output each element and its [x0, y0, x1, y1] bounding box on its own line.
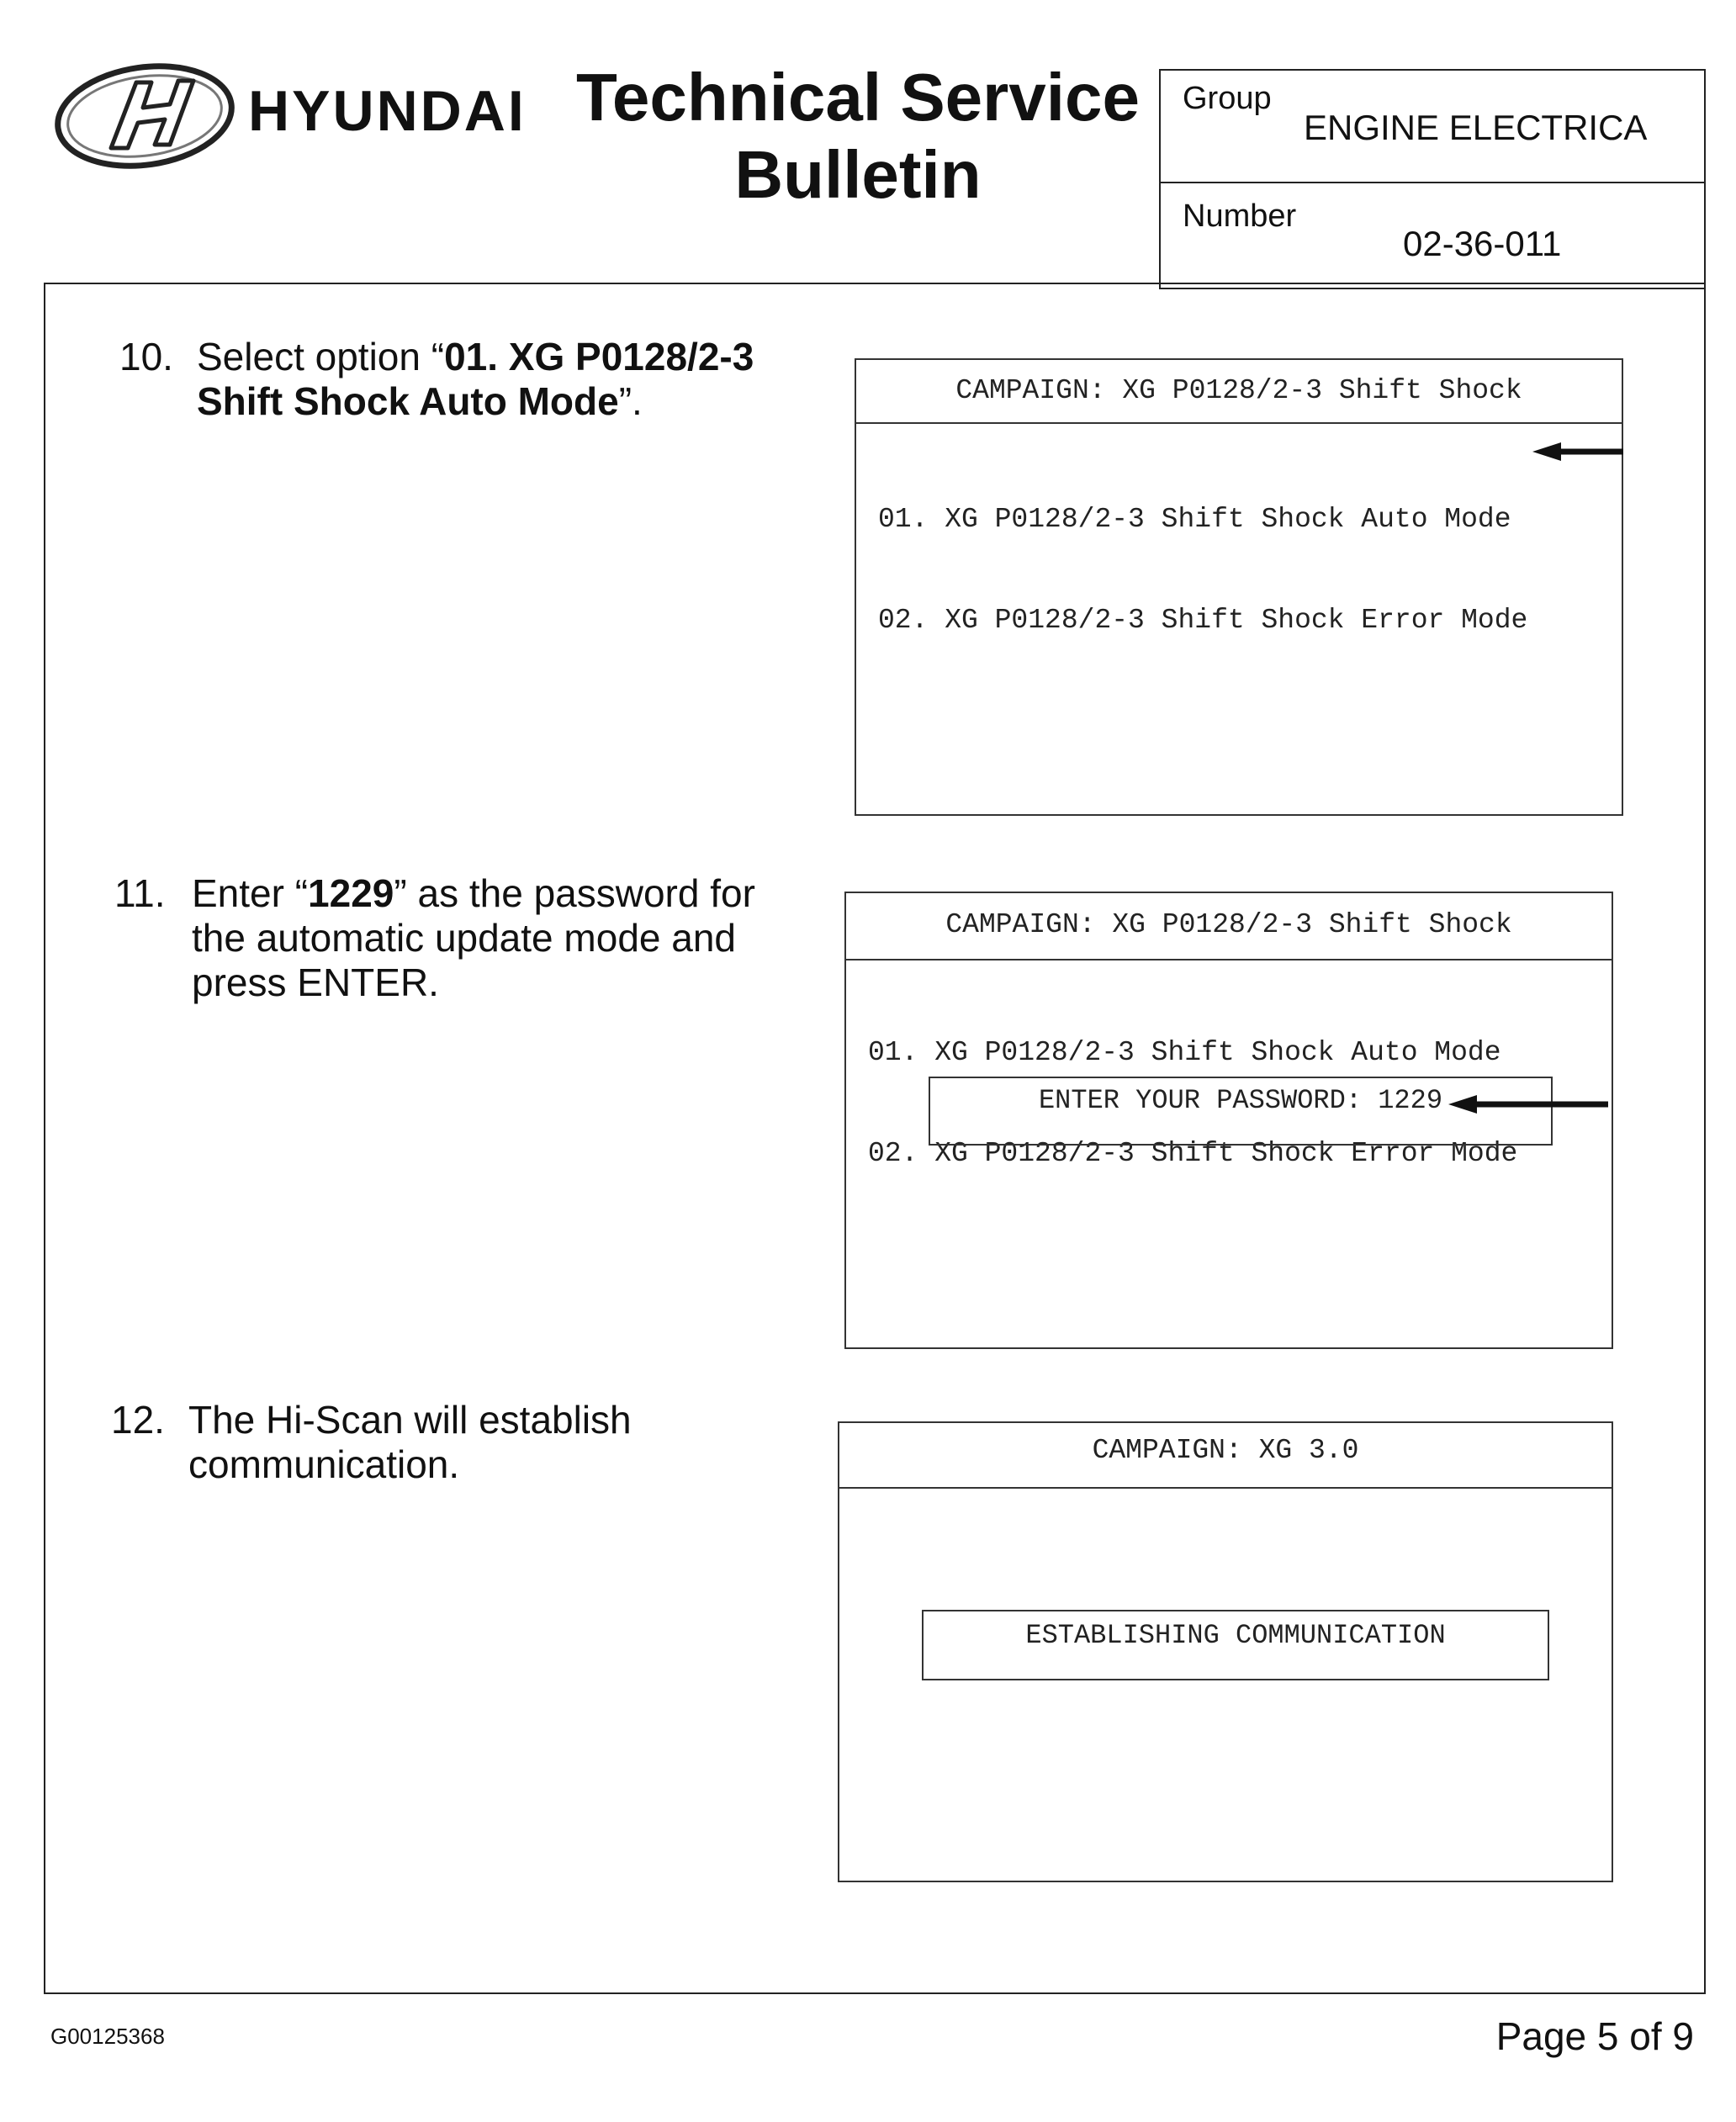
status-popup: ESTABLISHING COMMUNICATION [922, 1610, 1549, 1680]
arrow-left-icon [1448, 1092, 1610, 1117]
brand-wordmark: HYUNDAI [248, 79, 527, 143]
step-text [192, 871, 755, 1005]
password-popup[interactable]: ENTER YOUR PASSWORD: 1229 [929, 1077, 1553, 1146]
step-line-3: press ENTER. [192, 960, 439, 1004]
title-line-1: Technical Service [576, 60, 1140, 135]
menu-option-error-mode[interactable]: 02. XG P0128/2-3 Shift Shock Error Mode [878, 605, 1528, 636]
step-text [188, 1398, 632, 1487]
step-text-bold: 1229 [308, 871, 394, 915]
number-label: Number [1183, 198, 1297, 234]
step-text-part: ”. [618, 379, 643, 423]
title-line-2: Bulletin [734, 137, 982, 212]
screen-options [878, 436, 1527, 705]
step-line-2: the automatic update mode and [192, 916, 737, 960]
step-text-part: Enter “ [192, 871, 309, 915]
step-number: 11. [114, 871, 166, 915]
step-text [197, 335, 754, 424]
screen-header: CAMPAIGN: XG 3.0 [839, 1423, 1612, 1489]
step-line-2 [197, 379, 754, 424]
screen-header: CAMPAIGN: XG P0128/2-3 Shift Shock [846, 893, 1612, 960]
step-number: 10. [119, 335, 173, 378]
scan-screen-communication [838, 1421, 1613, 1882]
scan-screen-password [844, 892, 1613, 1349]
document-code: G00125368 [50, 2024, 165, 2049]
scan-screen-campaign-menu [855, 358, 1623, 816]
step-11 [114, 871, 838, 1014]
number-value: 02-36-011 [1403, 224, 1562, 263]
menu-option-auto-mode[interactable]: 01. XG P0128/2-3 Shift Shock Auto Mode [878, 504, 1511, 535]
screen-header: CAMPAIGN: XG P0128/2-3 Shift Shock [856, 360, 1622, 424]
step-text-bold: Shift Shock Auto Mode [197, 379, 619, 423]
number-row [1161, 182, 1704, 289]
step-12 [111, 1398, 834, 1499]
page-number: Page 5 of 9 [1495, 2014, 1694, 2058]
step-line-1 [197, 335, 754, 379]
menu-option-auto-mode[interactable]: 01. XG P0128/2-3 Shift Shock Auto Mode [868, 1037, 1501, 1068]
step-text-bold: 01. XG P0128/2-3 [444, 335, 754, 378]
group-value: ENGINE ELECTRICA [1304, 108, 1648, 147]
bulletin-info-box [1159, 69, 1706, 289]
hyundai-logo [52, 57, 237, 175]
step-text-part: ” as the password for [394, 871, 755, 915]
step-text-part: Select option “ [197, 335, 445, 378]
group-label: Group [1183, 81, 1272, 116]
group-row [1161, 71, 1704, 183]
menu-option-error-mode[interactable]: 02. XG P0128/2-3 Shift Shock Error Mode [868, 1138, 1518, 1169]
step-line-1 [192, 871, 755, 916]
step-10 [119, 335, 843, 436]
bulletin-title [572, 59, 1144, 214]
step-line-1: The Hi-Scan will establish [188, 1398, 632, 1442]
step-line-2: communication. [188, 1442, 460, 1486]
arrow-left-icon [1532, 439, 1625, 464]
step-number: 12. [111, 1398, 165, 1442]
